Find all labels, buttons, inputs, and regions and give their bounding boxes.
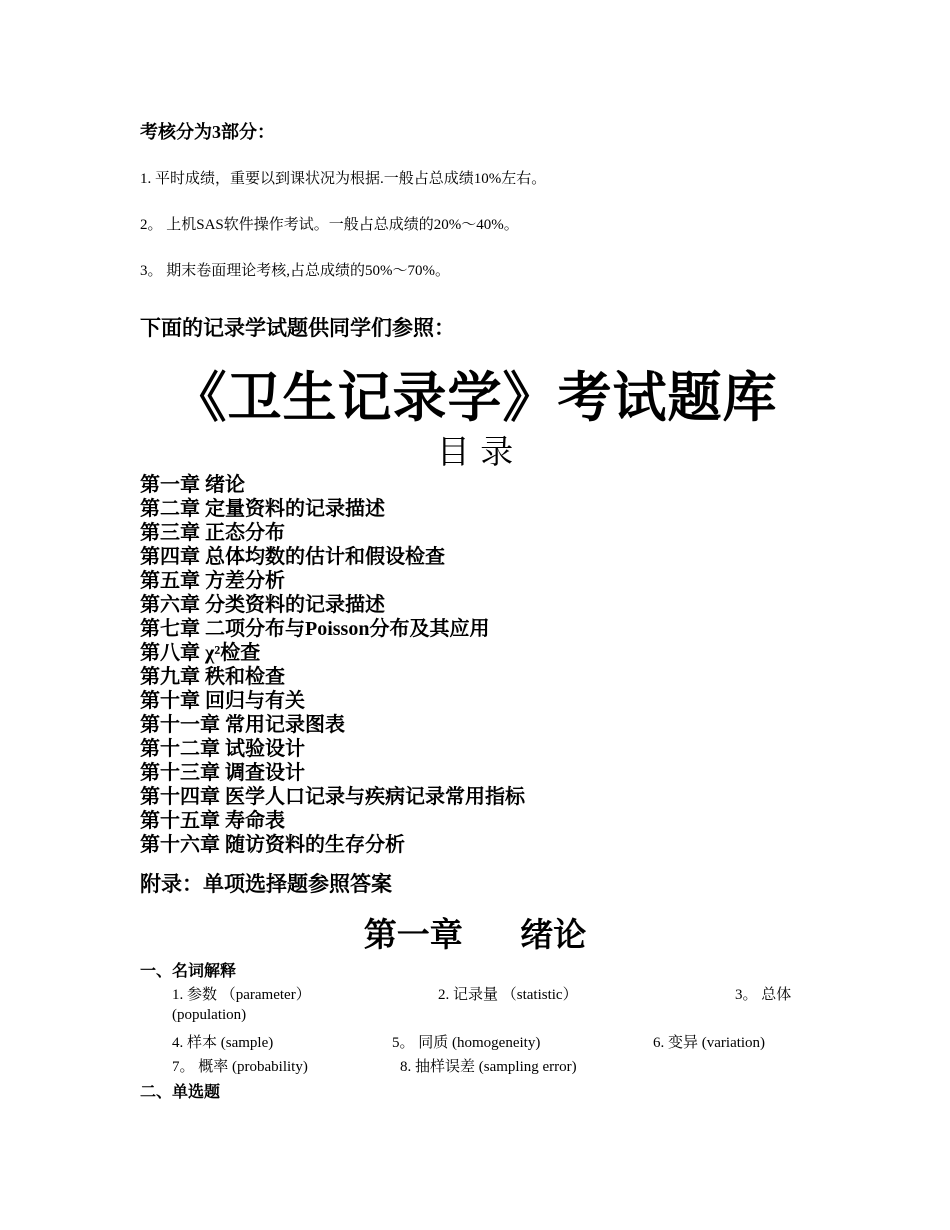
toc-item[interactable]: 第十一章 常用记录图表 bbox=[140, 714, 345, 736]
assessment-item-3: 3。 期末卷面理论考核,占总成绩的50%～70%。 bbox=[140, 263, 450, 279]
toc-item[interactable]: 第六章 分类资料的记录描述 bbox=[140, 594, 385, 616]
toc-item[interactable]: 第十三章 调查设计 bbox=[140, 762, 305, 784]
toc-item[interactable]: 第一章 绪论 bbox=[140, 474, 245, 496]
toc-item[interactable]: 第十章 回归与有关 bbox=[140, 690, 305, 712]
section-heading-single-choice: 二、单选题 bbox=[140, 1084, 221, 1101]
toc-item[interactable]: 第十五章 寿命表 bbox=[140, 810, 285, 832]
table-of-contents bbox=[140, 473, 525, 857]
term-item: 2. 记录量 （statistic） bbox=[438, 987, 578, 1003]
toc-item[interactable]: 第七章 二项分布与Poisson分布及其应用 bbox=[140, 618, 490, 640]
section-heading-terms: 一、名词解释 bbox=[140, 963, 237, 980]
term-item: 7。 概率 (probability) bbox=[172, 1059, 308, 1075]
toc-item[interactable]: 第五章 方差分析 bbox=[140, 570, 285, 592]
toc-item[interactable]: 第八章 χ²检查 bbox=[140, 642, 261, 664]
lead-text: 下面的记录学试题供同学们参照： bbox=[140, 316, 455, 340]
term-item: 3。 总体 bbox=[735, 987, 792, 1003]
term-item: 1. 参数 （parameter） bbox=[172, 987, 311, 1003]
toc-item[interactable]: 第十六章 随访资料的生存分析 bbox=[140, 834, 405, 856]
appendix-heading[interactable]: 附录：单项选择题参照答案 bbox=[140, 872, 392, 896]
term-item: (population) bbox=[172, 1007, 247, 1023]
term-item: 6. 变异 (variation) bbox=[653, 1035, 766, 1051]
term-item: 4. 样本 (sample) bbox=[172, 1035, 274, 1051]
toc-item[interactable]: 第三章 正态分布 bbox=[140, 522, 285, 544]
toc-item[interactable]: 第九章 秩和检查 bbox=[140, 666, 285, 688]
assessment-item-2: 2。 上机SAS软件操作考试。一般占总成绩的20%～40%。 bbox=[140, 217, 519, 233]
term-item: 8. 抽样误差 (sampling error) bbox=[400, 1059, 577, 1075]
toc-item[interactable]: 第十二章 试验设计 bbox=[140, 738, 305, 760]
toc-item[interactable]: 第二章 定量资料的记录描述 bbox=[140, 498, 385, 520]
assessment-heading: 考核分为3部分： bbox=[140, 122, 275, 142]
toc-item[interactable]: 第十四章 医学人口记录与疾病记录常用指标 bbox=[140, 786, 525, 808]
term-item: 5。 同质 (homogeneity) bbox=[392, 1035, 541, 1051]
toc-heading: 目 录 bbox=[436, 432, 514, 471]
toc-item[interactable]: 第四章 总体均数的估计和假设检查 bbox=[140, 546, 445, 568]
document-title: 《卫生记录学》考试题库 bbox=[172, 366, 778, 429]
chapter-title: 第一章 绪论 bbox=[363, 915, 587, 954]
assessment-item-1: 1. 平时成绩，重要以到课状况为根据.一般占总成绩10%左右。 bbox=[140, 171, 547, 187]
